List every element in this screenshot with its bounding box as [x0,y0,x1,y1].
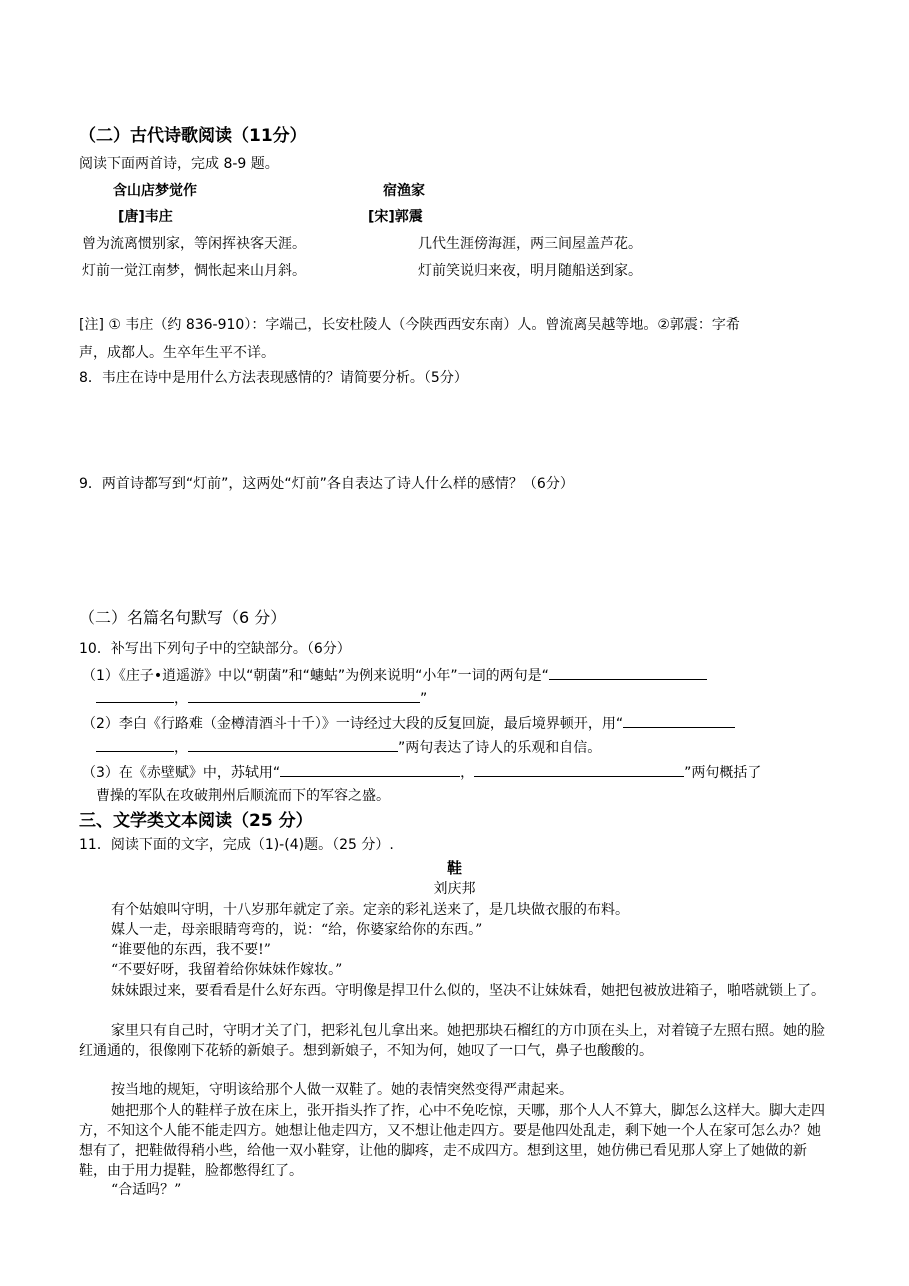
section-heading-literature: 三、文学类文本阅读（25 分） [79,811,313,831]
question-10: 10．补写出下列句子中的空缺部分。（6分） [79,641,351,657]
dictation-item-1-end: ” [420,691,428,707]
poem1-line-2: 灯前一觉江南梦，惆怅起来山月斜。 [82,263,306,279]
section-heading-poetry: （二）古代诗歌阅读（11分） [79,126,307,146]
dictation-item-2 [82,713,735,733]
dictation-item-2-text: （2）李白《行路难（金樽清酒斗十千）》一诗经过大段的反复回旋，最后境界顿开，用“ [82,716,624,732]
question-8: 8．韦庄在诗中是用什么方法表现感情的？请简要分析。（5分） [79,370,468,386]
question-11: 11．阅读下面的文字，完成（1)-(4)题。（25 分）. [79,837,394,853]
poem2-line-2: 灯前笑说归来夜，明月随船送到家。 [418,263,642,279]
dictation-item-3 [82,762,761,782]
question-9: 9．两首诗都写到“灯前”，这两处“灯前”各自表达了诗人什么样的感情？（6分） [79,476,574,492]
story-paragraph: 媒人一走，母亲眼睛弯弯的，说：“给，你婆家给你的东西。” [111,922,483,938]
story-paragraph: 有个姑娘叫守明，十八岁那年就定了亲。定亲的彩礼送来了，是几块做衣服的布料。 [111,902,629,918]
poem2-line-1: 几代生涯傍海涯，两三间屋盖芦花。 [418,236,642,252]
dictation-item-3-end: ”两句概括了 [684,765,762,781]
poetry-instruction: 阅读下面两首诗，完成 8-9 题。 [79,156,279,172]
poem1-title: 含山店梦觉作 [113,183,197,199]
poem2-title: 宿渔家 [383,183,425,199]
story-paragraph: 她把那个人的鞋样子放在床上，张开指头拃了拃，心中不免吃惊，天哪，那个人人不算大，脚怎么这样大。脚大走四方，不知这个人能不能走四方。她想让他走四方，又不想让他走四方。要是他四处乱走，剩下她一个人在家可怎么办？她想有了，把鞋做得稍小些，给他一双小鞋穿，让他的脚疼，走不成四方。想到这里，她仿佛已看见那人穿上了她做的新鞋，由于用力提鞋，脸都憋得红了。 [79,1103,825,1179]
story-paragraph: “合适吗？” [111,1182,182,1198]
poem1-line-1: 曾为流离惯别家，等闲挥袂客天涯。 [82,236,306,252]
dictation-item-3-cont: 曹操的军队在攻破荆州后顺流而下的军容之盛。 [96,788,390,804]
answer-blank-2c[interactable] [188,737,398,752]
answer-blank-1a[interactable] [549,665,707,680]
poetry-note-line-1: [注] ① 韦庄（约 836-910）：字端己，长安杜陵人（今陕西西安东南）人。曾流离吴越等地。②郭震：字希 [79,317,740,333]
poetry-note-line-2: 声，成都人。生卒年生平不详。 [79,345,275,361]
comma: ， [174,740,188,756]
dictation-item-2-cont [96,737,601,757]
story-paragraph: “谁要他的东西，我不要!” [111,942,271,958]
answer-blank-3a[interactable] [280,762,460,777]
story-paragraph: 按当地的规矩，守明该给那个人做一双鞋了。她的表情突然变得严肃起来。 [111,1082,573,1098]
poem2-author: [宋]郭震 [368,209,423,225]
dictation-item-1-text: （1）《庄子•逍遥游》中以“朝菌”和“蟪蛄”为例来说明“小年”一词的两句是“ [82,668,549,684]
story-author: 刘庆邦 [433,881,476,897]
answer-blank-2a[interactable] [623,713,735,728]
dictation-item-3-text: （3）在《赤壁赋》中，苏轼用“ [82,765,281,781]
story-title: 鞋 [446,859,462,877]
dictation-item-1-cont [96,688,427,708]
answer-blank-1c[interactable] [188,688,420,703]
dictation-item-2-end: ”两句表达了诗人的乐观和自信。 [398,740,602,756]
comma: ， [460,765,475,781]
section-heading-dictation: （二）名篇名句默写（6 分） [79,608,287,627]
dictation-item-1 [82,665,707,685]
story-paragraph: 家里只有自己时，守明才关了门，把彩礼包儿拿出来。她把那块石榴红的方巾顶在头上，对着镜子左照右照。她的脸红通通的，很像刚下花轿的新娘子。想到新娘子，不知为何，她叹了一口气，鼻子也酸酸的。 [79,1023,825,1059]
answer-blank-2b[interactable] [96,737,174,752]
poem1-author: [唐]韦庄 [118,209,173,225]
story-paragraph: 妹妹跟过来，要看看是什么好东西。守明像是捍卫什么似的，坚决不让妹妹看，她把包被放进箱子，啪嗒就锁上了。 [111,983,825,999]
story-paragraph: “不要好呀，我留着给你妹妹作嫁妆。” [111,962,343,978]
answer-blank-1b[interactable] [96,688,174,703]
comma: ， [174,691,188,707]
answer-blank-3b[interactable] [474,762,684,777]
